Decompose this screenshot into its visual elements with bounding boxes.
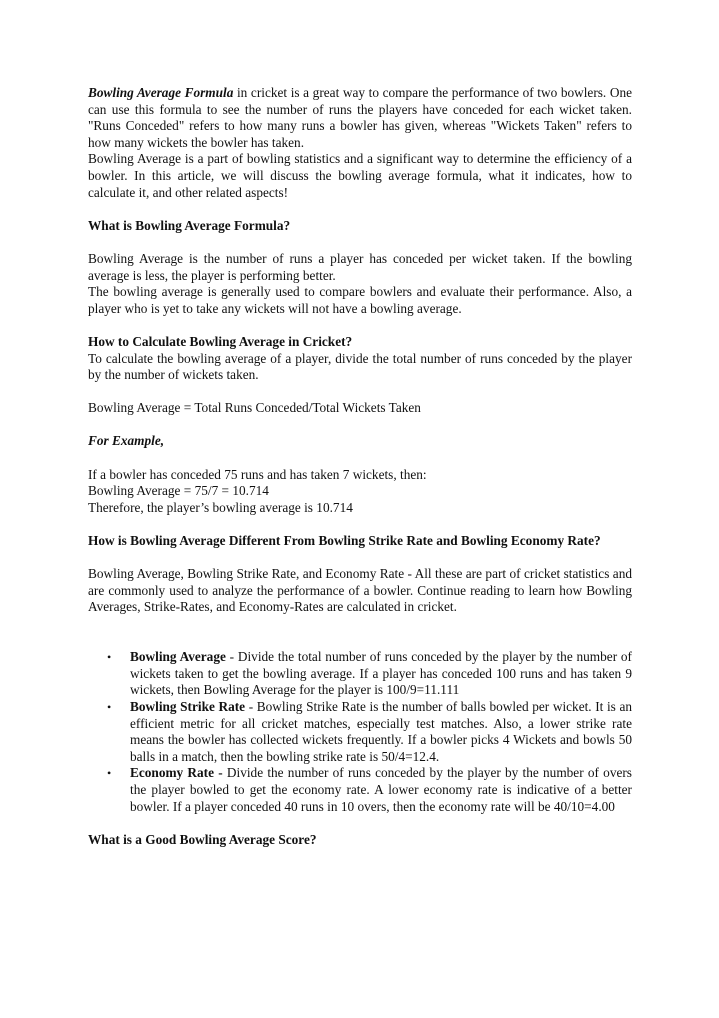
list-item <box>88 649 632 699</box>
list-item-text: - Bowling Strike Rate is the number of balls bowled per wicket. It is an efficient metric for all cricket matches, especially test matches. Also, a lower strike rate means the bowler has collected wickets frequently. If a bowler picks 4 Wickets and bowls 50 balls in a match, then the bowling strike rate is 50/4=12.4. <box>130 698 632 764</box>
list-item <box>88 699 632 765</box>
formula-line: Bowling Average = Total Runs Conceded/Total Wickets Taken <box>88 400 421 416</box>
heading-good-average: What is a Good Bowling Average Score? <box>88 831 317 847</box>
example-line: Therefore, the player’s bowling average is 10.714 <box>88 499 353 515</box>
example-line: If a bowler has conceded 75 runs and has taken 7 wickets, then: <box>88 466 427 482</box>
intro-text: in cricket is a great way to compare the performance of two bowlers. One can use this formula to see the number of runs the players have conceded for each wicket taken. "Runs Conceded" refers to how many runs a bowler has given, whereas "Wickets Taken" refers to how many wickets the bowler has taken. <box>88 85 632 150</box>
comparison-paragraph: Bowling Average, Bowling Strike Rate, and Economy Rate - All these are part of cricket statistics and are commonly used to analyze the performance of a bowler. Continue reading to learn how Bowling Averages, Strike-Rates, and Economy-Rates are calculated in cricket. <box>88 566 632 615</box>
bullet-icon: • <box>107 699 112 714</box>
list-item <box>88 765 632 815</box>
list-item-text: Divide the number of runs conceded by the player by the number of overs the player bowled to get the economy rate. A lower economy rate is indicative of a better bowler. If a player conceded 40 runs in 10 overs, then the economy rate will be 40/10=4.00 <box>130 765 632 814</box>
intro-paragraph <box>88 85 632 151</box>
heading-difference: How is Bowling Average Different From Bowling Strike Rate and Bowling Economy Rate? <box>88 533 601 549</box>
bullet-icon: • <box>107 650 112 665</box>
usage-paragraph: The bowling average is generally used to compare bowlers and evaluate their performance. Also, a player who is yet to take any wickets will not have a bowling average. <box>88 284 632 316</box>
metrics-list <box>88 649 632 815</box>
heading-how-to-calculate: How to Calculate Bowling Average in Cricket? <box>88 333 353 349</box>
bullet-icon: • <box>107 766 112 781</box>
heading-what-is: What is Bowling Average Formula? <box>88 217 291 233</box>
intro-term: Bowling Average Formula <box>88 85 234 100</box>
document-page <box>88 85 632 848</box>
list-item-term: Economy Rate - <box>130 765 223 781</box>
list-item-term: Bowling Strike Rate <box>130 698 246 714</box>
definition-paragraph: Bowling Average is the number of runs a player has conceded per wicket taken. If the bowling average is less, the player is performing better. <box>88 250 632 283</box>
calculation-paragraph: To calculate the bowling average of a player, divide the total number of runs conceded by the player by the number of wickets taken. <box>88 350 632 383</box>
intro-paragraph-2: Bowling Average is a part of bowling statistics and a significant way to determine the efficiency of a bowler. In this article, we will discuss the bowling average formula, what it indicates, how to calculate it, and other related aspects! <box>88 151 632 200</box>
list-item-text: - Divide the total number of runs conceded by the player by the number of wickets taken to get the bowling average. If a player has conceded 100 runs and has taken 9 wickets, then Bowling Average for the player is 100/9=11.111 <box>130 649 632 698</box>
example-heading: For Example, <box>88 433 165 449</box>
list-item-term: Bowling Average <box>130 649 226 665</box>
example-line: Bowling Average = 75/7 = 10.714 <box>88 483 269 499</box>
